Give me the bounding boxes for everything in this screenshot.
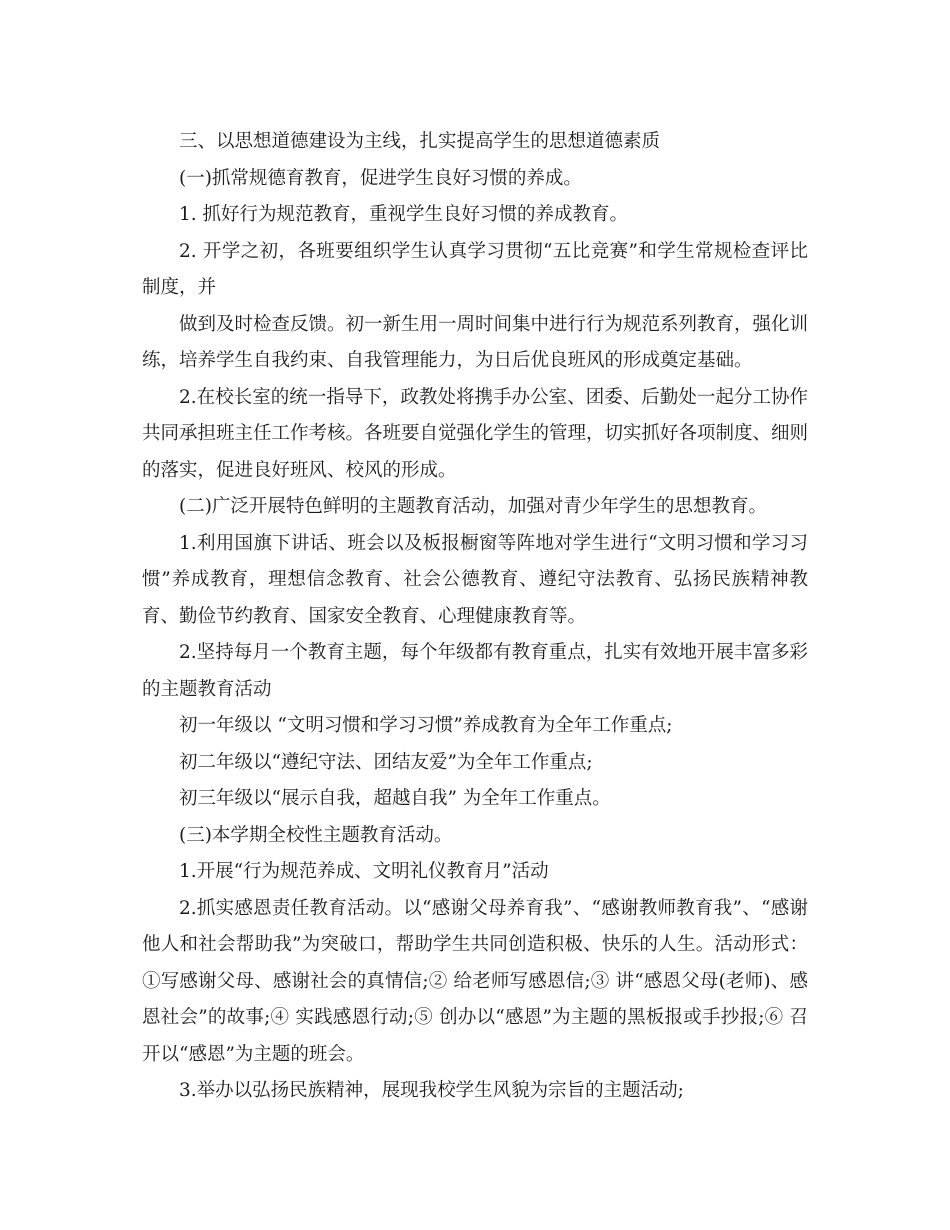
subsection-heading-2: (二)广泛开展特色鲜明的主题教育活动，加强对青少年学生的思想教育。 — [179, 496, 767, 517]
grade-focus-line: 初三年级以“展示自我，超越自我” 为全年工作重点。 — [179, 788, 611, 809]
paragraph-item: 1. 抓好行为规范教育，重视学生良好习惯的养成教育。 — [179, 204, 629, 225]
paragraph-item: 3.举办以弘扬民族精神，展现我校学生风貌为宗旨的主题活动; — [179, 1080, 684, 1101]
subsection-heading-1: (一)抓常规德育教育，促进学生良好习惯的养成。 — [179, 167, 582, 189]
paragraph-item: 2. 开学之初，各班要组织学生认真学习贯彻“五比竞赛”和学生常规检查评比制度，并 — [142, 240, 808, 298]
grade-focus-line: 初二年级以“遵纪守法、团结友爱”为全年工作重点; — [179, 751, 593, 773]
paragraph-item: 2.在校长室的统一指导下，政教处将携手办公室、团委、后勤处一起分工协作共同承担班主任工作考核。各班要自觉强化学生的管理，切实抓好各项制度、细则的落实，促进良好班风、校风的形成。 — [142, 386, 809, 481]
document-body — [142, 124, 808, 1110]
subsection-heading-3: (三)本学期全校性主题教育活动。 — [179, 824, 453, 846]
paragraph-item: 1.开展“行为规范养成、文明礼仪教育月”活动 — [179, 861, 549, 882]
grade-focus-line: 初一年级以 “文明习惯和学习习惯”养成教育为全年工作重点; — [179, 715, 673, 736]
section-heading-3: 三、以思想道德建设为主线，扎实提高学生的思想道德素质 — [179, 131, 661, 152]
paragraph-item: 1.利用国旗下讲话、班会以及板报橱窗等阵地对学生进行“文明习惯和学习习惯”养成教育，理想信念教育、社会公德教育、遵纪守法教育、弘扬民族精神教育、勤俭节约教育、国家安全教育、心理健康教育等。 — [142, 532, 808, 627]
paragraph-item: 2.坚持每月一个教育主题，每个年级都有教育重点，扎实有效地开展丰富多彩的主题教育活动 — [142, 642, 808, 700]
paragraph-item: 2.抓实感恩责任教育活动。以“感谢父母养育我”、“感谢教师教育我”、“感谢他人和社会帮助我”为突破口，帮助学生共同创造积极、快乐的人生。活动形式：①写感谢父母、感谢社会的真情信;② 给老师写感恩信;③ 讲“感恩父母(老师)、感恩社会”的故事;④ 实践感恩行动;⑤ 创办以“感恩”为主题的黑板报或手抄报;⑥ 召开以“感恩”为主题的班会。 — [142, 897, 808, 1065]
paragraph-continuation: 做到及时检查反馈。初一新生用一周时间集中进行行为规范系列教育，强化训练，培养学生自我约束、自我管理能力，为日后优良班风的形成奠定基础。 — [142, 313, 809, 371]
